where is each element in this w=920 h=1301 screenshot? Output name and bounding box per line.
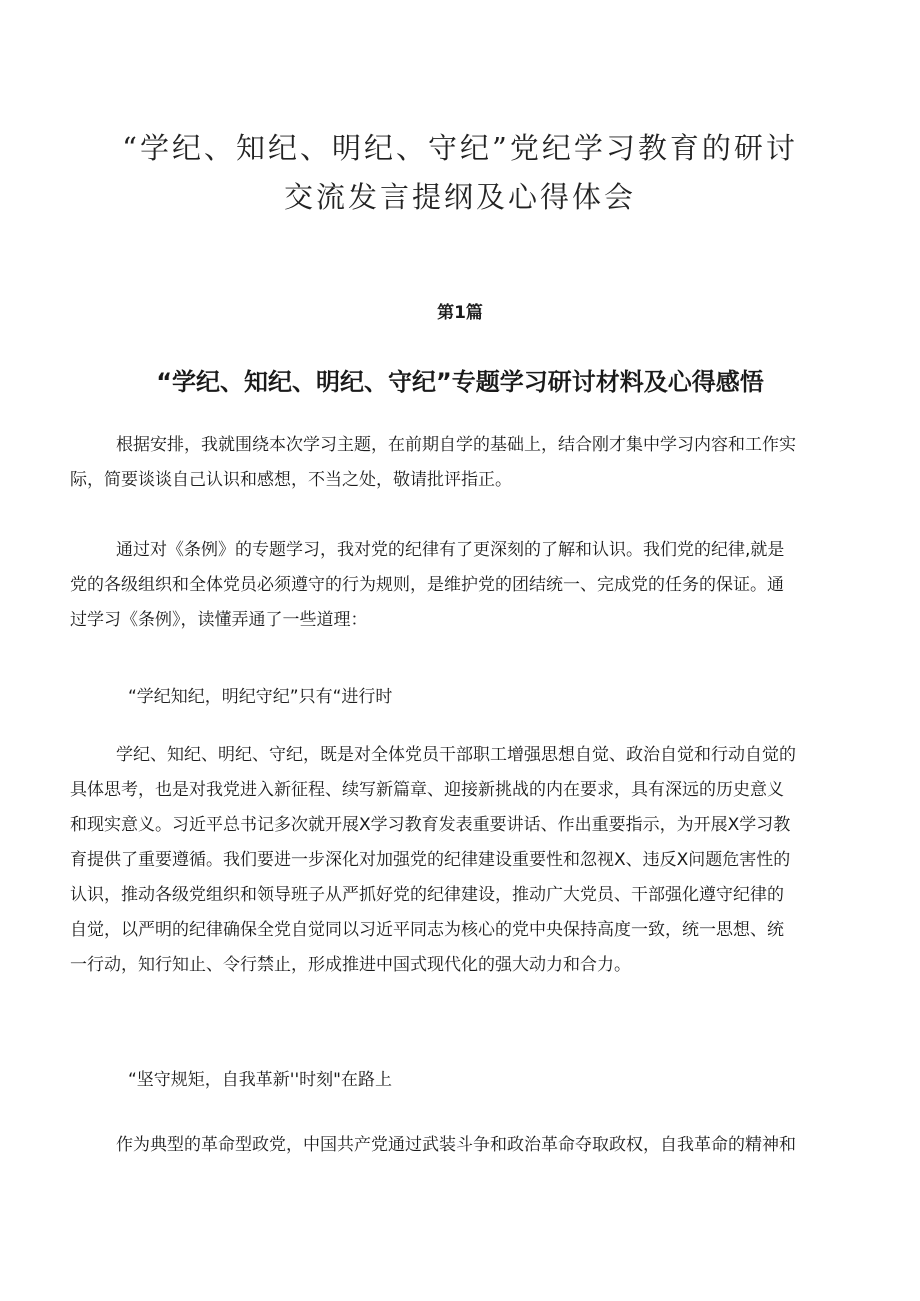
paragraph-line: 通过对《条例》的专题学习，我对党的纪律有了更深刻的了解和认识。我们党的纪律,就是	[116, 540, 785, 560]
paragraph-line: 育提供了重要遵循。我们要进一步深化对加强党的纪律建设重要性和忽视X、违反X问题危害性的	[70, 850, 791, 870]
section-heading-2: “坚守规矩，自我革新''时刻"在路上	[128, 1070, 392, 1090]
paragraph-line: 自觉，以严明的纪律确保全党自觉同以习近平同志为核心的党中央保持高度一致，统一思想、统	[70, 920, 784, 940]
paragraph-line: 党的各级组织和全体党员必须遵守的行为规则，是维护党的团结统一、完成党的任务的保证。通	[70, 575, 784, 595]
paragraph-discipline	[70, 738, 860, 983]
paragraph-line: 认识，推动各级党组织和领导班子从严抓好党的纪律建设，推动广大党员、干部强化遵守纪律的	[70, 885, 784, 905]
paragraph-line: 际，简要谈谈自己认识和感想，不当之处，敬请批评指正。	[70, 470, 512, 490]
paragraph-line: 和现实意义。习近平总书记多次就开展X学习教育发表重要讲话、作出重要指示，为开展X学习教	[70, 815, 791, 835]
paragraph-line: 一行动，知行知止、令行禁止，形成推进中国式现代化的强大动力和合力。	[70, 955, 631, 975]
document-title-line-1: “学纪、知纪、明纪、守纪”党纪学习教育的研讨	[122, 131, 798, 165]
paragraph-regulations	[70, 533, 860, 638]
paragraph-intro	[70, 428, 860, 498]
paragraph-line: 根据安排，我就围绕本次学习主题，在前期自学的基础上，结合刚才集中学习内容和工作实	[116, 435, 796, 455]
part-label: 第1篇	[437, 303, 483, 323]
paragraph-line: 学纪、知纪、明纪、守纪，既是对全体党员干部职工增强思想自觉、政治自觉和行动自觉的	[116, 745, 796, 765]
section-heading-1: “学纪知纪，明纪守纪”只有“进行时	[128, 687, 393, 707]
paragraph-line: 具体思考，也是对我党进入新征程、续写新篇章、迎接新挑战的内在要求，具有深远的历史意义	[70, 780, 784, 800]
paragraph-line: 过学习《条例》，读懂弄通了一些道理：	[70, 610, 368, 630]
paragraph-revolution	[70, 1128, 860, 1163]
paragraph-line: 作为典型的革命型政党，中国共产党通过武装斗争和政治革命夺取政权，自我革命的精神和	[116, 1135, 796, 1155]
section-subtitle: “学纪、知纪、明纪、守纪”专题学习研讨材料及心得感悟	[156, 368, 764, 396]
document-title-line-2: 交流发言提纲及心得体会	[283, 180, 636, 214]
